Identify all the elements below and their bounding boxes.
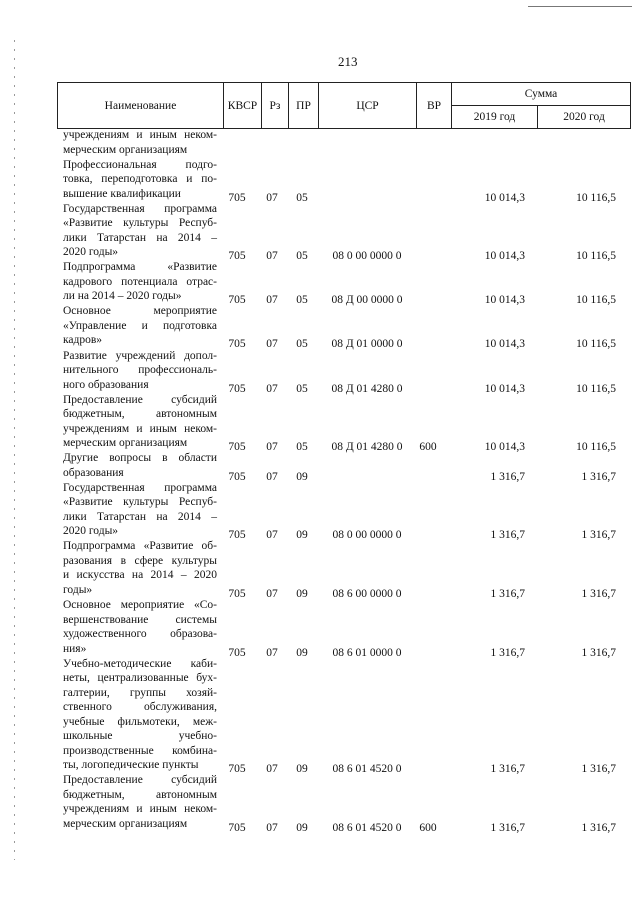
row-name-line: бюджетным, автономным [63,788,217,801]
cell-rz: 07 [266,250,278,263]
header-pr: ПР [289,83,319,129]
row-name [63,260,217,304]
cell-s2019: 1 316,7 [490,821,525,834]
cell-s2020: 10 116,5 [576,382,616,395]
row-name-line: Предоставление субсидий [63,393,217,406]
table-header [57,82,631,129]
row-name-line: учреждениям и иным неком- [63,803,217,816]
cell-rz: 07 [266,338,278,351]
row-name-line: Основное мероприятие «Со- [63,599,217,611]
cell-pr: 09 [296,587,308,600]
cell-kvsr: 705 [228,382,246,395]
cell-rz: 07 [266,763,278,776]
cell-kvsr: 705 [228,821,246,834]
cell-pr: 09 [296,821,308,834]
row-name-line: 2020 годы» [63,525,119,538]
row-name-line: Профессиональная подго- [63,158,217,171]
scan-margin-dots [14,40,15,860]
header-csr: ЦСР [319,83,417,129]
row-name-line: ли на 2014 – 2020 годы» [63,290,182,303]
row-name-line: неты, централизованные бух- [63,672,217,685]
row-name-line: лики Татарстан на 2014 – [63,231,217,244]
row-name [63,481,217,539]
cell-csr: 08 Д 01 4280 0 [331,441,403,454]
cell-s2019: 10 014,3 [484,294,525,307]
cell-s2020: 1 316,7 [581,763,616,776]
cell-s2020: 1 316,7 [581,821,616,834]
row-name-line: кадрового потенциала отрас- [63,275,217,288]
row-name-line: 2020 годы» [63,246,119,259]
row-name [63,128,217,157]
cell-s2020: 10 116,5 [576,294,616,307]
cell-pr: 09 [296,529,308,542]
cell-s2019: 10 014,3 [484,441,525,454]
cell-csr: 08 0 00 0000 0 [332,250,402,263]
row-name-line: мерческим организациям [63,143,188,156]
row-name-line: учебные фильмотеки, меж- [63,715,217,728]
cell-pr: 05 [296,294,308,307]
row-name-line: Учебно-методические каби- [63,657,217,670]
row-name [63,158,217,202]
row-name-line: ния» [63,642,87,655]
row-name [63,202,217,260]
header-kvsr: КВСР [224,83,262,129]
cell-s2019: 10 014,3 [484,191,525,204]
row-name-line: лики Татарстан на 2014 – [63,510,217,523]
header-sum: Сумма [452,83,631,106]
cell-csr: 08 Д 01 0000 0 [331,338,403,351]
row-name-line: нительного профессиональ- [63,364,217,376]
cell-s2019: 10 014,3 [484,382,525,395]
cell-s2019: 1 316,7 [490,587,525,600]
row-name [63,773,217,831]
cell-pr: 05 [296,338,308,351]
cell-s2019: 10 014,3 [484,250,525,263]
row-name-line: школьные учебно- [63,730,217,743]
cell-s2019: 1 316,7 [490,763,525,776]
row-name [63,349,217,393]
row-name [63,539,217,597]
cell-s2020: 1 316,7 [581,587,616,600]
cell-s2020: 10 116,5 [576,191,616,204]
cell-s2020: 1 316,7 [581,529,616,542]
cell-pr: 05 [296,250,308,263]
cell-rz: 07 [266,470,278,483]
cell-s2019: 10 014,3 [484,338,525,351]
row-name-line: учреждениям и иным неком- [63,129,217,141]
cell-csr: 08 6 01 4520 0 [332,763,402,776]
cell-kvsr: 705 [228,441,246,454]
cell-s2020: 10 116,5 [576,441,616,454]
cell-csr: 08 Д 01 4280 0 [331,382,403,395]
cell-rz: 07 [266,646,278,659]
table-body [57,128,630,834]
cell-rz: 07 [266,529,278,542]
cell-csr: 08 Д 00 0000 0 [331,294,403,307]
cell-rz: 07 [266,191,278,204]
cell-s2020: 10 116,5 [576,250,616,263]
row-name-line: годы» [63,583,93,596]
row-name-line: вершенствование системы [63,613,217,626]
row-name-line: ственного обслуживания, [63,701,217,714]
cell-csr: 08 6 00 0000 0 [332,587,402,600]
cell-kvsr: 705 [228,529,246,542]
row-name [63,657,217,773]
header-2019: 2019 год [452,106,538,129]
row-name-line: «Развитие культуры Респуб- [63,496,217,509]
row-name-line: ты, логопедические пункты [63,759,199,772]
row-name-line: мерческим организациям [63,437,188,450]
cell-s2019: 1 316,7 [490,646,525,659]
cell-kvsr: 705 [228,250,246,263]
cell-pr: 05 [296,191,308,204]
row-name-line: «Управление и подготовка [63,319,217,332]
row-name-line: товка, переподготовка и по- [63,173,217,186]
row-name-line: разования в сфере культуры [63,554,217,567]
cell-kvsr: 705 [228,294,246,307]
cell-rz: 07 [266,821,278,834]
header-name: Наименование [58,83,224,129]
row-name [63,393,217,451]
page-number: 213 [338,54,358,69]
row-name-line: галтерии, группы хозяй- [63,686,217,699]
row-name-line: Государственная программа [63,481,217,494]
cell-rz: 07 [266,294,278,307]
row-name-line: Предоставление субсидий [63,774,217,787]
row-name-line: Другие вопросы в области [63,452,217,465]
row-name-line: художественного образова- [63,628,217,640]
row-name-line: «Развитие культуры Респуб- [63,217,217,230]
row-name-line: Государственная программа [63,202,217,215]
cell-pr: 09 [296,763,308,776]
cell-rz: 07 [266,382,278,395]
row-name-line: ного образования [63,378,149,391]
cell-pr: 09 [296,470,308,483]
header-vr: ВР [417,83,452,129]
cell-kvsr: 705 [228,763,246,776]
row-name-line: образования [63,466,124,479]
cell-csr: 08 6 01 0000 0 [332,646,402,659]
row-name [63,598,217,656]
cell-kvsr: 705 [228,338,246,351]
top-rule [528,6,632,7]
cell-vr: 600 [419,821,437,834]
cell-pr: 05 [296,382,308,395]
header-rz: Рз [262,83,289,129]
cell-s2020: 1 316,7 [581,470,616,483]
row-name-line: кадров» [63,334,103,347]
row-name-line: вышение квалификации [63,187,181,200]
cell-s2019: 1 316,7 [490,529,525,542]
row-name-line: Подпрограмма «Развитие об- [63,540,217,553]
header-2020: 2020 год [538,106,631,129]
row-name-line: бюджетным, автономным [63,408,217,421]
row-name-line: производственные комбина- [63,744,217,757]
row-name [63,304,217,348]
cell-s2020: 10 116,5 [576,338,616,351]
cell-kvsr: 705 [228,587,246,600]
cell-csr: 08 0 00 0000 0 [332,529,402,542]
cell-kvsr: 705 [228,470,246,483]
cell-rz: 07 [266,441,278,454]
row-name-line: и искусства на 2014 – 2020 [63,569,217,582]
row-name-line: мерческим организациям [63,817,188,830]
cell-pr: 09 [296,646,308,659]
row-name-line: Основное мероприятие [63,305,217,318]
cell-vr: 600 [419,441,437,454]
cell-kvsr: 705 [228,646,246,659]
cell-kvsr: 705 [228,191,246,204]
row-name [63,451,217,480]
cell-s2019: 1 316,7 [490,470,525,483]
cell-pr: 05 [296,441,308,454]
cell-s2020: 1 316,7 [581,646,616,659]
cell-csr: 08 6 01 4520 0 [332,821,402,834]
row-name-line: Подпрограмма «Развитие [63,261,217,274]
row-name-line: учреждениям и иным неком- [63,422,217,435]
row-name-line: Развитие учреждений допол- [63,349,217,362]
cell-rz: 07 [266,587,278,600]
